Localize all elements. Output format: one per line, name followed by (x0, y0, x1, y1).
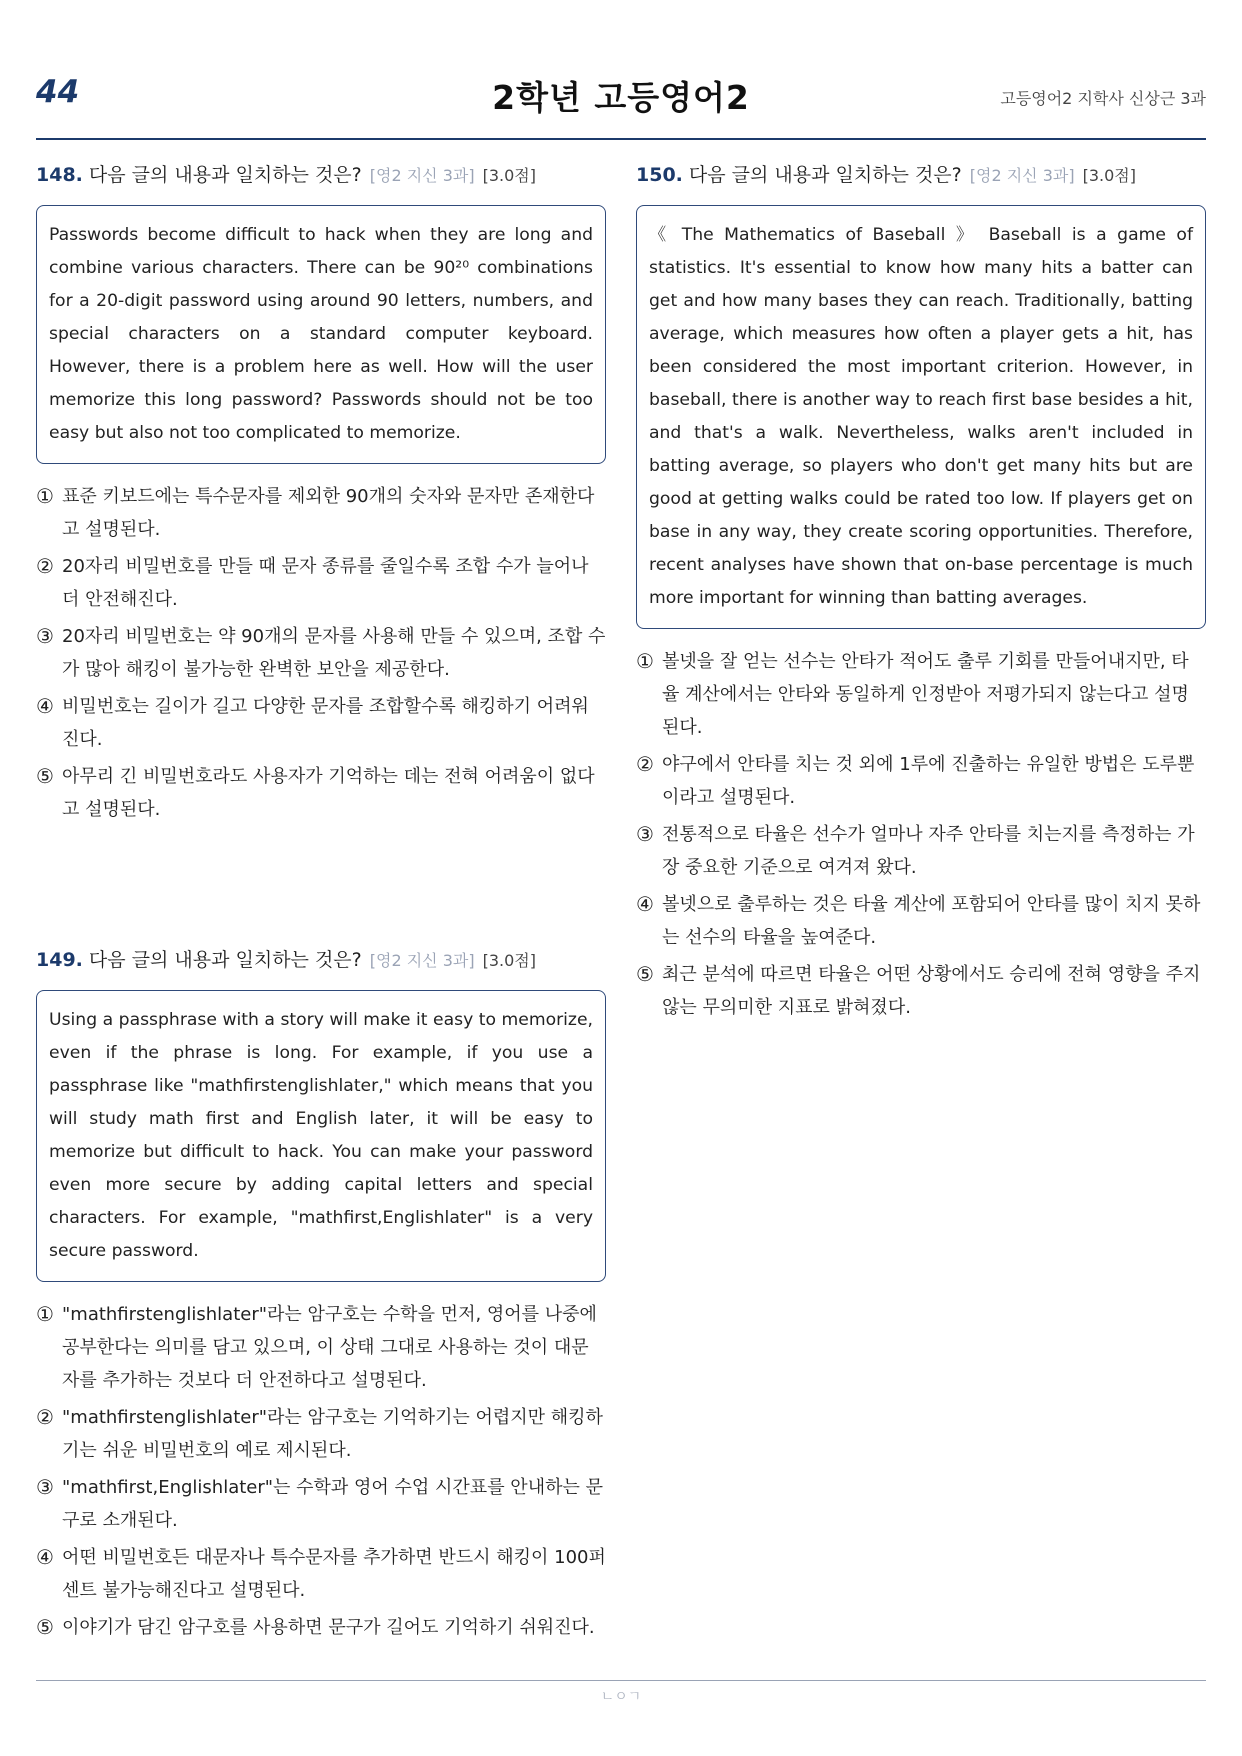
option-marker: ④ (36, 1545, 54, 1569)
option-text: 20자리 비밀번호를 만들 때 문자 종류를 줄일수록 조합 수가 늘어나 더 안전해진다. (62, 556, 589, 610)
answer-options (636, 645, 1206, 1024)
question-number: 148. (36, 164, 83, 186)
question-prompt: 다음 글의 내용과 일치하는 것은? (88, 949, 362, 971)
question-points: [3.0점] (1082, 166, 1136, 185)
option-text: 20자리 비밀번호는 약 90개의 문자를 사용해 만들 수 있으며, 조합 수가 많아 해킹이 불가능한 완벽한 보안을 제공한다. (62, 626, 606, 680)
option-text: 어떤 비밀번호든 대문자나 특수문자를 추가하면 반드시 해킹이 100퍼센트 불가능해진다고 설명된다. (62, 1547, 606, 1601)
question-149 (36, 945, 606, 1648)
question-points: [3.0점] (482, 951, 536, 970)
answer-option[interactable] (636, 958, 1206, 1024)
answer-options (36, 480, 606, 826)
question-source-tag: [영2 지신 3과] (369, 166, 475, 185)
option-text: 볼넷을 잘 얻는 선수는 안타가 적어도 출루 기회를 만들어내지만, 타율 계산에서는 안타와 동일하게 인정받아 저평가되지 않는다고 설명된다. (662, 651, 1189, 738)
option-text: "mathfirstenglishlater"라는 암구호는 수학을 먼저, 영어를 나중에 공부한다는 의미를 담고 있으며, 이 상태 그대로 사용하는 것이 대문자를 추가하는 것보다 더 안전하다고 설명된다. (62, 1304, 597, 1391)
question-number: 149. (36, 949, 83, 971)
option-marker: ⑤ (636, 962, 654, 986)
question-source-tag: [영2 지신 3과] (369, 951, 475, 970)
option-marker: ③ (36, 624, 54, 648)
option-marker: ③ (636, 822, 654, 846)
question-heading (636, 160, 1206, 191)
option-text: 볼넷으로 출루하는 것은 타율 계산에 포함되어 안타를 많이 치지 못하는 선수의 타율을 높여준다. (662, 894, 1201, 948)
passage-box: Using a passphrase with a story will make it easy to memorize, even if the phrase is long. For example, if you use a passphrase like "mathfirstenglishlater," which means that you will study math first and English later, it will be easy to memorize but difficult to hack. You can make your password even more secure by adding capital letters and special characters. For example, "mathfirst,Englishlater" is a very secure password. (36, 990, 606, 1282)
answer-option[interactable] (636, 888, 1206, 954)
option-marker: ④ (36, 694, 54, 718)
option-marker: ② (36, 1405, 54, 1429)
question-heading (36, 945, 606, 976)
option-text: 전통적으로 타율은 선수가 얼마나 자주 안타를 치는지를 측정하는 가장 중요한 기준으로 여겨져 왔다. (662, 824, 1195, 878)
answer-option[interactable] (36, 620, 606, 686)
option-text: 야구에서 안타를 치는 것 외에 1루에 진출하는 유일한 방법은 도루뿐이라고 설명된다. (662, 754, 1195, 808)
question-heading (36, 160, 606, 191)
option-marker: ① (636, 649, 654, 673)
answer-option[interactable] (36, 760, 606, 826)
answer-option[interactable] (36, 1611, 606, 1644)
option-text: 아무리 긴 비밀번호라도 사용자가 기억하는 데는 전혀 어려움이 없다고 설명된다. (62, 766, 595, 820)
option-marker: ⑤ (36, 764, 54, 788)
question-150 (636, 160, 1206, 1028)
question-source-tag: [영2 지신 3과] (969, 166, 1075, 185)
page-number: 44 (36, 74, 80, 110)
option-text: 표준 키보드에는 특수문자를 제외한 90개의 숫자와 문자만 존재한다고 설명된다. (62, 486, 595, 540)
answer-option[interactable] (636, 748, 1206, 814)
answer-option[interactable] (36, 1401, 606, 1467)
answer-option[interactable] (36, 1471, 606, 1537)
option-text: "mathfirst,Englishlater"는 수학과 영어 수업 시간표를 안내하는 문구로 소개된다. (62, 1477, 603, 1531)
footer-divider (36, 1680, 1206, 1681)
option-marker: ⑤ (36, 1615, 54, 1639)
question-points: [3.0점] (482, 166, 536, 185)
answer-option[interactable] (36, 690, 606, 756)
option-marker: ① (36, 1302, 54, 1326)
option-text: 이야기가 담긴 암구호를 사용하면 문구가 길어도 기억하기 쉬워진다. (62, 1617, 595, 1638)
option-marker: ② (636, 752, 654, 776)
option-marker: ③ (36, 1475, 54, 1499)
question-prompt: 다음 글의 내용과 일치하는 것은? (688, 164, 962, 186)
option-text: 최근 분석에 따르면 타율은 어떤 상황에서도 승리에 전혀 영향을 주지 않는 무의미한 지표로 밝혀졌다. (662, 964, 1201, 1018)
header-divider (36, 138, 1206, 140)
passage-box: 《 The Mathematics of Baseball 》 Baseball is a game of statistics. It's essential to know how many hits a batter can get and how many bases they can reach. Traditionally, batting average, which measures how often a player gets a hit, has been considered the most important criterion. However, in baseball, there is another way to reach first base besides a hit, and that's a walk. Nevertheless, walks aren't included in batting average, so players who don't get many hits but are good at getting walks could be rated too low. If players get on base in any way, they create scoring opportunities. Therefore, recent analyses have shown that on-base percentage is much more important for winning than batting averages. (636, 205, 1206, 629)
option-text: 비밀번호는 길이가 길고 다양한 문자를 조합할수록 해킹하기 어려워진다. (62, 696, 589, 750)
page-header (36, 60, 1206, 140)
question-prompt: 다음 글의 내용과 일치하는 것은? (88, 164, 362, 186)
document-title: 2학년 고등영어2 (492, 78, 750, 117)
answer-option[interactable] (636, 645, 1206, 744)
answer-option[interactable] (636, 818, 1206, 884)
option-marker: ④ (636, 892, 654, 916)
question-number: 150. (636, 164, 683, 186)
answer-option[interactable] (36, 1298, 606, 1397)
option-marker: ① (36, 484, 54, 508)
option-marker: ② (36, 554, 54, 578)
answer-option[interactable] (36, 480, 606, 546)
question-148 (36, 160, 606, 830)
answer-options (36, 1298, 606, 1644)
document-subtitle: 고등영어2 지학사 신상근 3과 (1000, 89, 1206, 108)
option-text: "mathfirstenglishlater"라는 암구호는 기억하기는 어렵지만 해킹하기는 쉬운 비밀번호의 예로 제시된다. (62, 1407, 603, 1461)
passage-box: Passwords become difficult to hack when they are long and combine various characters. There can be 90²⁰ combinations for a 20-digit password using around 90 letters, numbers, and special characters on a standard computer keyboard. However, there is a problem here as well. How will the user memorize this long password? Passwords should not be too easy but also not too complicated to memorize. (36, 205, 606, 464)
answer-option[interactable] (36, 550, 606, 616)
footer-mark: ㄴㅇㄱ (600, 1689, 642, 1705)
answer-option[interactable] (36, 1541, 606, 1607)
